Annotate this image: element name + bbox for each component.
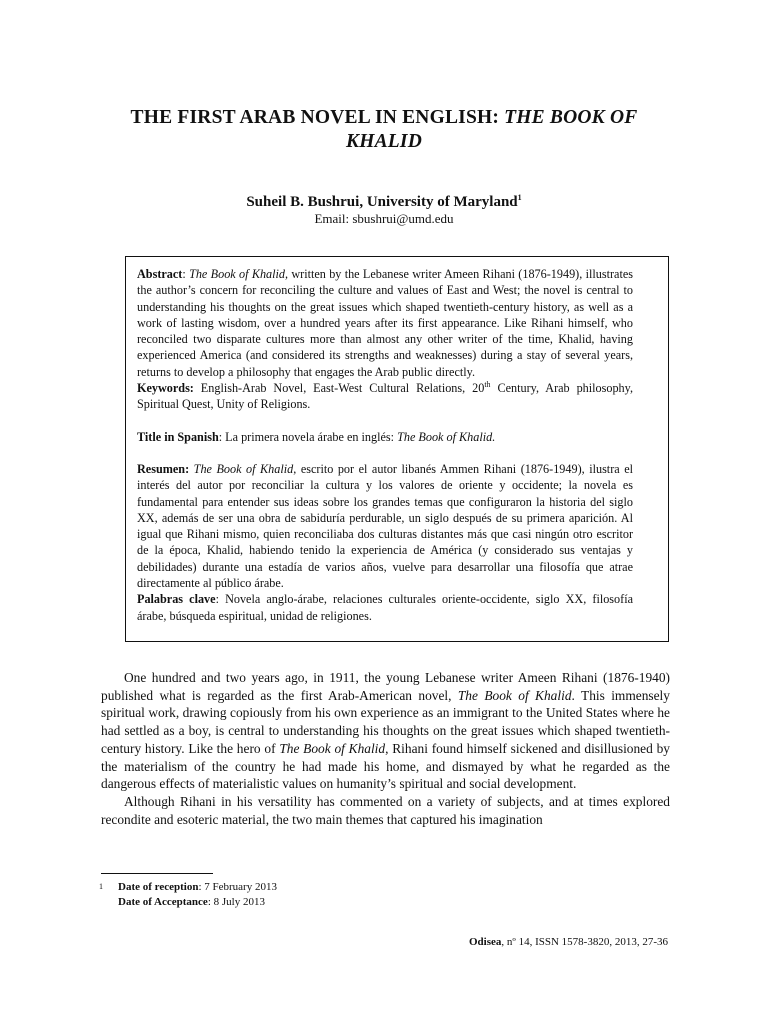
footnote-divider bbox=[101, 873, 213, 874]
abstract-content bbox=[137, 266, 633, 624]
body-text bbox=[101, 669, 670, 828]
paper-title bbox=[96, 106, 672, 154]
author-email[interactable]: Email: sbushrui@umd.edu bbox=[314, 211, 454, 226]
footnote-reception: Date of reception: 7 February 2013 bbox=[118, 881, 277, 893]
title-main: THE FIRST ARAB NOVEL IN ENGLISH: bbox=[130, 107, 505, 128]
body-paragraph-1: One hundred and two years ago, in 1911, the young Lebanese writer Ameen Rihani (1876-1940) published what is regarded as the first Arab-American novel, The Book of Khalid. This immensely spiritual work, drawing copiously from his own experience as an immigrant to the United States where he had settled as a boy, is central to understanding his thoughts on the great issues which shaped twentieth-century history. Like the hero of The Book of Khalid, Rihani found himself sickened and disillusioned by the materialism of the country he had made his home, and dismayed by what he regarded as the dangerous effects of materialistic values on humanity’s spiritual and social development. bbox=[101, 670, 670, 792]
keywords-label: Keywords: bbox=[137, 381, 194, 396]
palabras-label: Palabras clave bbox=[137, 592, 216, 607]
abstract-text: written by the Lebanese writer Ameen Rihani (1876-1949), illustrates the author’s concern for reconciling the culture and values of East and West; the novel is central to understanding his thoughts on the great issues which shaped twentieth-century history, as well as a work of lasting wisdom, over a hundred years after its first appearance. Like Rihani himself, who reconciled two disparate cultures more than almost any other writer of the time, Khalid, having experienced America (and considered its strengths and weaknesses) during a stay of several years, returns to develop a philosophy that engages the Arab public directly. bbox=[137, 267, 633, 379]
spanish-title-label: Title in Spanish bbox=[137, 429, 219, 444]
footnote-marker: 1 bbox=[99, 882, 103, 891]
abstract-label: Abstract bbox=[137, 267, 183, 281]
journal-citation: Odisea, nº 14, ISSN 1578-3820, 2013, 27-36 bbox=[469, 936, 668, 948]
body-paragraph-2: Although Rihani in his versatility has commented on a variety of subjects, and at times explored recondite and esoteric material, the two main themes that captured his imagination bbox=[101, 793, 670, 827]
palabras-paragraph: Palabras clave: Novela anglo-árabe, relaciones culturales oriente-occidente, siglo XX, filosofía árabe, búsqueda espiritual, unidad de religiones. bbox=[137, 592, 633, 623]
abstract-book-title: The Book of Khalid, bbox=[189, 267, 289, 281]
footnote bbox=[99, 880, 499, 909]
journal-name: Odisea bbox=[469, 936, 502, 948]
abstract-paragraph: Abstract: The Book of Khalid, written by the Lebanese writer Ameen Rihani (1876-1949), illustrates the author’s concern for reconciling the culture and values of East and West; the novel is central to understanding his thoughts on the great issues which shaped twentieth-century history, as well as a work of lasting wisdom, over a hundred years after its first appearance. Like Rihani himself, who reconciled two disparate cultures more than almost any other writer of the time, Khalid, having experienced America (and considered its strengths and weaknesses) during a stay of several years, returns to develop a philosophy that engages the Arab public directly. bbox=[137, 267, 633, 379]
resumen-text: , escrito por el autor libanés Ammen Rihani (1876-1949), ilustra el interés del autor por reconciliar la cultura y los valores de oriente y occidente; la novela es fundamental para entender sus ideas sobre los grandes temas que configuraron la historia del siglo XX, además de ser una obra de sabiduría perdurable, un siglo después de su primera aparición. Al igual que Rihani mismo, quien reconciliaba dos culturas distantes más que casi ningún otro escritor de la época, Khalid, habiendo tenido la experiencia de América (y considerado sus ventajas y debilidades) durante una estadía de varios años, vuelve para desarrollar una filosofía que atrae directamente al público árabe. bbox=[137, 461, 633, 591]
abstract-box bbox=[125, 256, 669, 642]
author-name: Suheil B. Bushrui, University of Maryland bbox=[246, 194, 518, 210]
resumen-paragraph: Resumen: The Book of Khalid, escrito por el autor libanés Ammen Rihani (1876-1949), ilustra el interés del autor por reconciliar la cultura y los valores de oriente y occidente; la novela es fundamental para entender sus ideas sobre los grandes temas que configuraron la historia del siglo XX, además de ser una obra de sabiduría perdurable, un siglo después de su primera aparición. Al igual que Rihani mismo, quien reconciliaba dos culturas distantes más que casi ningún otro escritor de la época, Khalid, habiendo tenido la experiencia de América (y considerado sus ventajas y debilidades) durante una estadía de varios años, vuelve para desarrollar una filosofía que atrae directamente al público árabe. bbox=[137, 461, 633, 591]
spanish-title-paragraph: Title in Spanish: La primera novela árabe en inglés: The Book of Khalid. bbox=[137, 429, 496, 444]
author-footnote-marker[interactable]: 1 bbox=[517, 193, 522, 202]
resumen-label: Resumen: bbox=[137, 461, 190, 476]
keywords-paragraph: Keywords: English-Arab Novel, East-West Cultural Relations, 20th Century, Arab philosophy, Spiritual Quest, Unity of Religions. bbox=[137, 380, 633, 412]
author-line bbox=[96, 193, 672, 211]
title-italic: THE BOOK OF KHALID bbox=[346, 107, 638, 152]
footnote-acceptance: Date of Acceptance: 8 July 2013 bbox=[118, 895, 265, 908]
